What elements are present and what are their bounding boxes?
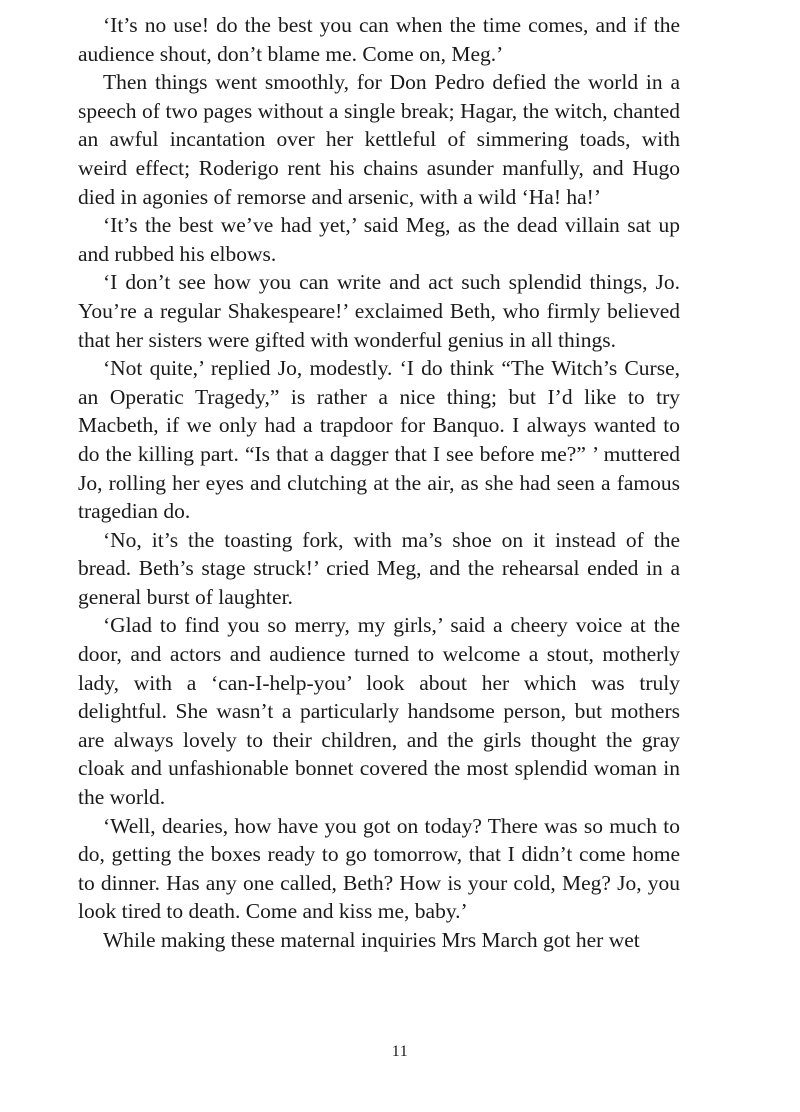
paragraph: Then things went smoothly, for Don Pedro defied the world in a speech of two pages without a single break; Hagar, the witch, chanted an awful incantation over her kettleful of simmering toads, with weird effect; Roderigo rent his chains asunder manfully, and Hugo died in agonies of remorse and arsenic, with a wild ‘Ha! ha!’ [78,70,680,209]
paragraph: ‘It’s the best we’ve had yet,’ said Meg, as the dead villain sat up and rubbed his elbows. [78,213,680,266]
paragraph: While making these maternal inquiries Mrs March got her wet [103,928,640,952]
paragraph: ‘It’s no use! do the best you can when the time comes, and if the audience shout, don’t blame me. Come on, Meg.’ [78,13,680,66]
body-text [78,11,680,955]
paragraph: ‘Not quite,’ replied Jo, modestly. ‘I do think “The Witch’s Curse, an Operatic Tragedy,” is rather a nice thing; but I’d like to try Macbeth, if we only had a trapdoor for Banquo. I always wanted to do the killing part. “Is that a dagger that I see before me?” ’ muttered Jo, rolling her eyes and clutching at the air, as she had seen a famous tragedian do. [78,356,680,524]
page-number: 11 [391,1043,409,1060]
paragraph: ‘I don’t see how you can write and act such splendid things, Jo. You’re a regular Shakespeare!’ exclaimed Beth, who firmly believed that her sisters were gifted with wonderful genius in all things. [78,270,680,352]
paragraph: ‘No, it’s the toasting fork, with ma’s shoe on it instead of the bread. Beth’s stage struck!’ cried Meg, and the rehearsal ended in a general burst of laughter. [78,527,680,609]
paragraph: ‘Well, dearies, how have you got on today? There was so much to do, getting the boxes ready to go tomorrow, that I didn’t come home to dinner. Has any one called, Beth? How is your cold, Meg? Jo, you look tired to death. Come and kiss me, baby.’ [78,813,680,924]
paragraph: ‘Glad to find you so merry, my girls,’ said a cheery voice at the door, and actors and audience turned to welcome a stout, motherly lady, with a ‘can-I-help-you’ look about her which was truly delightful. She wasn’t a particularly handsome person, but mothers are always lovely to their children, and the girls thought the gray cloak and unfashionable bonnet covered the most splendid woman in the world. [78,613,680,810]
